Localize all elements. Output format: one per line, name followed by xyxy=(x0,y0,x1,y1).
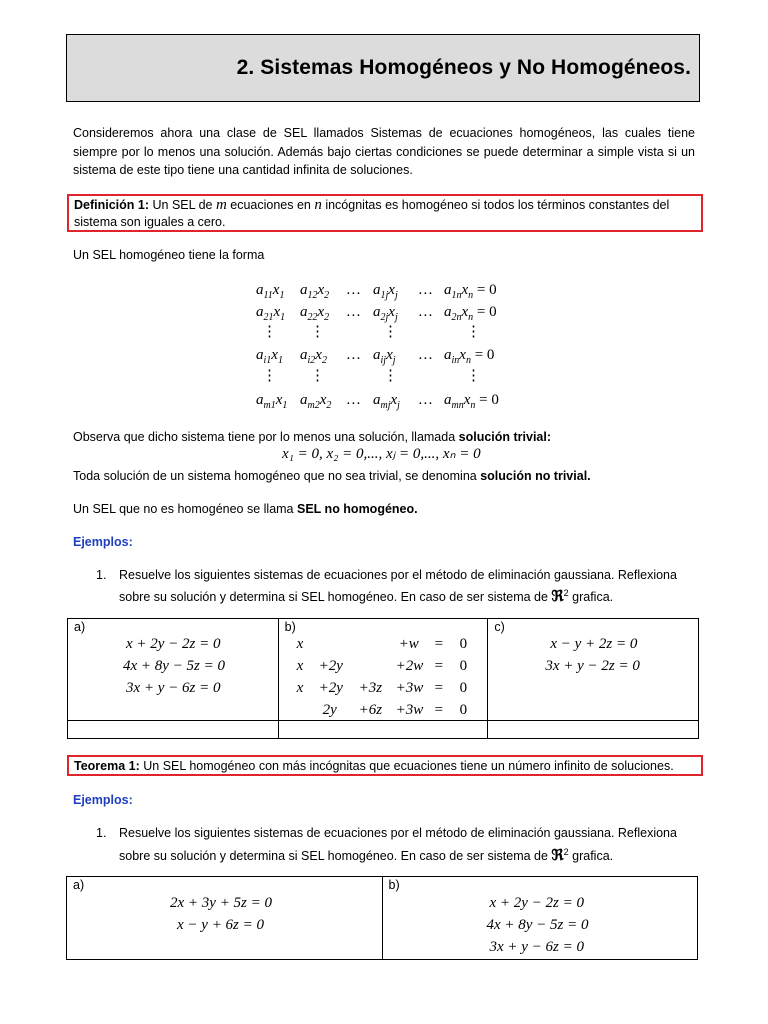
table1-c-eq-1: x − y + 2z = 0 xyxy=(550,636,638,652)
table2-b-eq-2: 4x + 8y − 5z = 0 xyxy=(486,917,589,933)
nonhom-text xyxy=(73,500,695,519)
table1-empty-a xyxy=(68,721,279,739)
page-title: 2. Sistemas Homogéneos y No Homogéneos. xyxy=(236,56,691,79)
table2-a-eq-1: 2x + 3y + 5z = 0 xyxy=(170,895,273,911)
examples-heading: Ejemplos: xyxy=(73,535,133,549)
definition-text-1: Un SEL de xyxy=(149,198,216,212)
definition-box xyxy=(67,194,703,232)
intro-paragraph: Consideremos ahora una clase de SEL llamados Sistemas de ecuaciones homogéneos, las cuales tiene siempre por lo menos una solución. Además bajo ciertas condiciones se puede determinar a simple vista si un sistema de este tipo tiene una cantidad infinita de soluciones. xyxy=(73,126,695,177)
exercise-1-text-a: Resuelve los siguientes sistemas de ecuaciones por el método de eliminación gaussiana. Reflexiona xyxy=(119,568,677,582)
table2-b-eq-1: x + 2y − 2z = 0 xyxy=(489,895,585,911)
table1-label-b: b) xyxy=(284,620,296,634)
table2-label-b: b) xyxy=(388,878,400,892)
nontrivial-text-1: Toda solución de un sistema homogéneo que no sea trivial, se denomina xyxy=(73,469,481,483)
exercise-2-text-c: grafica. xyxy=(568,849,614,864)
r-symbol-2: ℜ xyxy=(551,846,564,865)
table1-a-eq-2: 4x + 8y − 5z = 0 xyxy=(123,658,226,674)
table2-label-a: a) xyxy=(73,878,85,892)
table1-empty-c xyxy=(488,721,699,739)
theorem-text: Un SEL homogéneo con más incógnitas que ecuaciones tiene un número infinito de soluciones. xyxy=(139,759,674,773)
nontrivial-text xyxy=(73,467,695,486)
table1-empty-b xyxy=(278,721,488,739)
definition-text-2: ecuaciones en xyxy=(226,198,315,212)
nonhom-bold: SEL no homogéneo. xyxy=(297,502,418,516)
trivial-text-1: Observa que dicho sistema tiene por lo menos una solución, llamada xyxy=(73,430,459,444)
definition-label: Definición 1: xyxy=(74,198,150,212)
theorem-label: Teorema 1: xyxy=(74,759,140,773)
table2-cell-b xyxy=(382,877,698,960)
table1-a-eq-1: x + 2y − 2z = 0 xyxy=(126,636,221,652)
table1-c-eq-2: 3x + y − 2z = 0 xyxy=(545,658,640,674)
exercise-table-1 xyxy=(67,618,699,739)
nontrivial-bold: solución no trivial. xyxy=(480,469,591,483)
exercise-2-text-b xyxy=(119,843,699,866)
exercise-2-number: 1. xyxy=(96,826,107,840)
title-box xyxy=(66,34,700,102)
exercise-2-text-a: Resuelve los siguientes sistemas de ecuaciones por el método de eliminación gaussiana. Reflexiona xyxy=(119,826,677,840)
table1-cell-c xyxy=(488,619,699,721)
theorem-box xyxy=(67,755,703,776)
exercise-2-text-b-body: sobre su solución y determina si SEL homogéneo. En caso de ser sistema de xyxy=(119,849,552,864)
table1-a-eq-3: 3x + y − 6z = 0 xyxy=(126,680,221,696)
table1-label-a: a) xyxy=(74,620,86,634)
trivial-bold-1: solución trivial: xyxy=(458,430,552,444)
form-text: Un SEL homogéneo tiene la forma xyxy=(73,248,265,262)
table2-a-eq-2: x − y + 6z = 0 xyxy=(177,917,265,933)
table2-cell-a xyxy=(67,877,383,960)
exercise-1-number: 1. xyxy=(96,568,107,582)
nonhom-text-1: Un SEL que no es homogéneo se llama xyxy=(73,502,297,516)
r-sup-2: 2 xyxy=(563,847,569,857)
examples-heading-2: Ejemplos: xyxy=(73,793,133,807)
r-sup-1: 2 xyxy=(563,588,569,598)
table1-label-c: c) xyxy=(494,620,505,634)
definition-var-m: m xyxy=(215,197,227,213)
table1-cell-b: b) x +w = 0 x +2y +2w = 0 x +2y +3z +3w = 0 2y +6z +3w = 0 xyxy=(278,619,488,721)
definition-text-3: incógnitas es homogéneo si todos los términos constantes del sistema son iguales a cero. xyxy=(74,198,670,229)
r-symbol-1: ℜ xyxy=(551,587,564,606)
exercise-1-text-b-body: sobre su solución y determina si SEL homogéneo. En caso de ser sistema de xyxy=(119,590,552,605)
exercise-table-2 xyxy=(66,876,698,960)
exercise-1-text-c: grafica. xyxy=(568,590,614,605)
exercise-1-text-b xyxy=(119,584,699,607)
table1-cell-a xyxy=(68,619,279,721)
definition-var-n: n xyxy=(314,197,322,213)
trivial-equation: x₁ = 0, x₂ = 0,..., xⱼ = 0,..., xₙ = 0 xyxy=(282,446,481,462)
table2-b-eq-3: 3x + y − 6z = 0 xyxy=(489,939,585,955)
